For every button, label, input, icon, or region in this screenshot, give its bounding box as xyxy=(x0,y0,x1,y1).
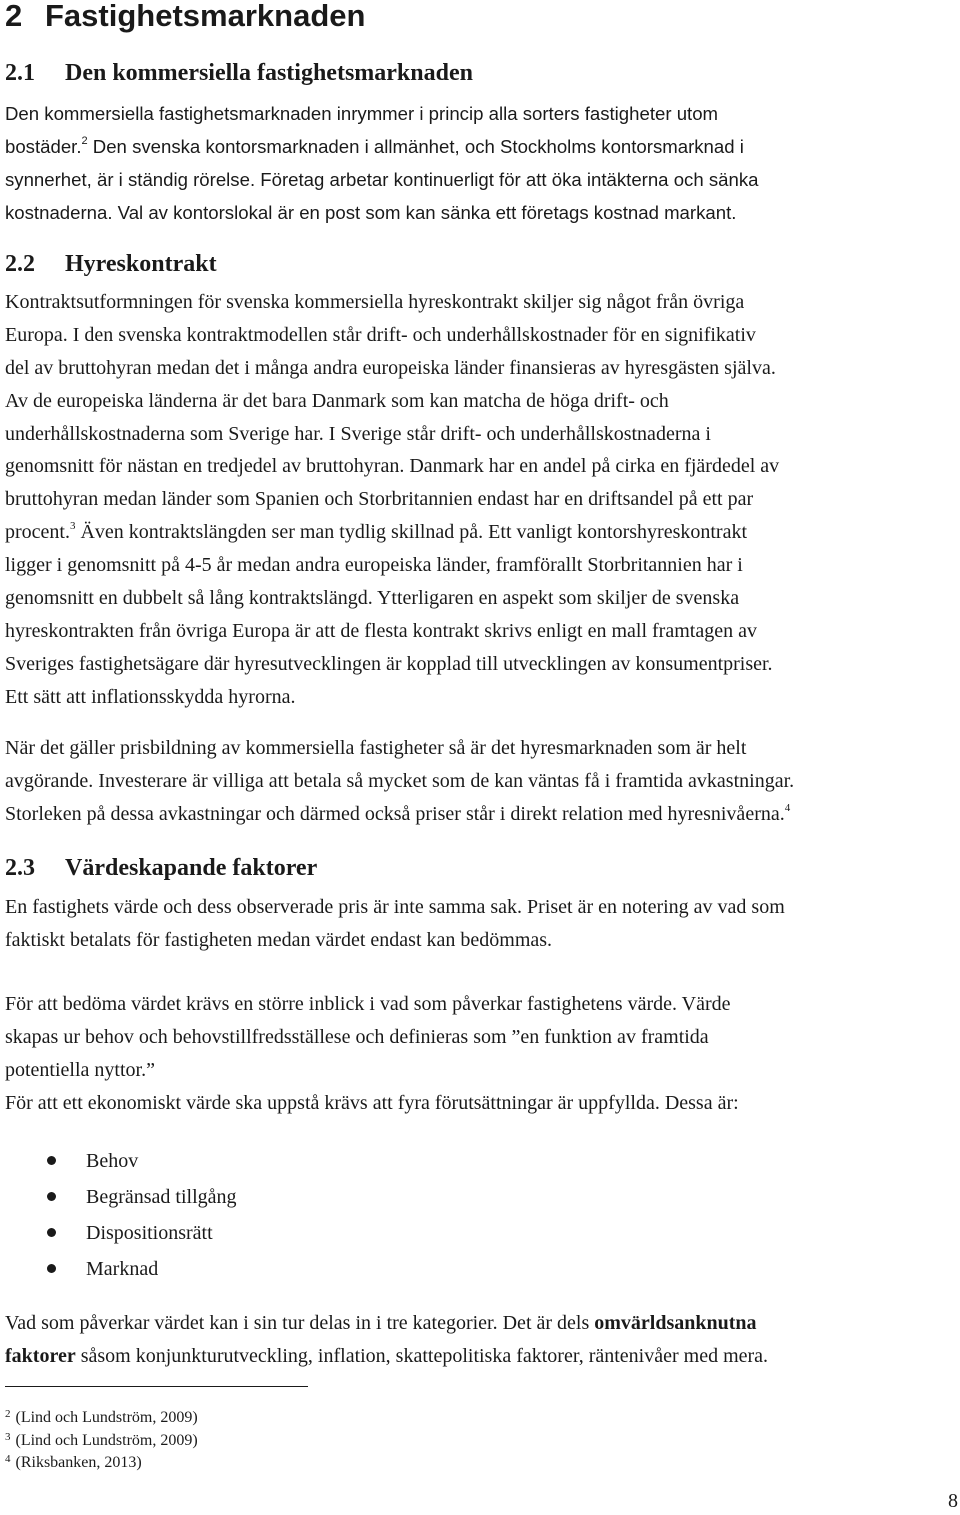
text-line: genomsnitt en dubbelt så lång kontraktslängd. Ytterligaren en aspekt som skiljer de svenska xyxy=(5,587,740,610)
text-line: faktiskt betalats för fastigheten medan värdet endast kan bedömmas. xyxy=(5,928,553,951)
text-line: potentiella nyttor.” xyxy=(5,1058,155,1081)
section-title: Den kommersiella fastighetsmarknaden xyxy=(65,60,473,86)
paragraph-categories xyxy=(5,1307,957,1373)
list-item: Begränsad tillgång xyxy=(5,1179,237,1215)
text-line: Sveriges fastighetsägare där hyresutvecklingen är kopplad till utvecklingen av konsumentpriser. xyxy=(5,652,773,675)
text-line: För att ett ekonomiskt värde ska uppstå krävs att fyra förutsättningar är uppfyllda. Dessa är: xyxy=(5,1091,739,1114)
text-line: underhållskostnaderna som Sverige har. I Sverige står drift- och underhållskostnaderna i xyxy=(5,422,711,445)
section-heading-2-1 xyxy=(5,60,473,87)
text-line: Av de europeiska länderna är det bara Danmark som kan matcha de höga drift- och xyxy=(5,389,669,412)
text-line: Europa. I den svenska kontraktmodellen står drift- och underhållskostnader för en signifikativ xyxy=(5,323,756,346)
chapter-title: Fastighetsmarknaden xyxy=(45,0,366,33)
text-line: För att bedöma värdet krävs en större inblick i vad som påverkar fastighetens värde. Värde xyxy=(5,993,731,1015)
chapter-number: 2 xyxy=(5,0,23,33)
text-line: En fastighets värde och dess observerade pris är inte samma sak. Priset är en notering av vad som xyxy=(5,896,785,918)
text-line: faktorer såsom konjunkturutveckling, inflation, skattepolitiska faktorer, räntenivåer med mera. xyxy=(5,1344,769,1367)
footnotes xyxy=(5,1403,198,1471)
footnote: $^3$ (Lind och Lundström, 2009) xyxy=(5,1430,198,1449)
text-line: bruttohyran medan länder som Spanien och Storbritannien endast har en driftsandel på ett par xyxy=(5,488,754,511)
text-line: skapas ur behov och behovstillfredsställese och definieras som ”en funktion av framtida xyxy=(5,1025,709,1048)
section-title: Värdeskapande faktorer xyxy=(65,855,318,881)
footnote-ref: 2 xyxy=(81,134,88,147)
chapter-heading xyxy=(5,0,365,34)
text-line: hyreskontrakten från övriga Europa är att de flesta kontrakt skrivs enligt en mall framtagen av xyxy=(5,619,757,642)
paragraph-2-1 xyxy=(5,98,957,230)
section-heading-2-2 xyxy=(5,251,217,278)
text-line: Kontraktsutformningen för svenska kommersiella hyreskontrakt skiljer sig något från övriga xyxy=(5,291,745,313)
text-line: Storleken på dessa avkastningar och därmed också priser står i direkt relation med hyresnivåerna.$^4$ xyxy=(5,801,791,825)
list-item: Dispositionsrätt xyxy=(5,1215,237,1251)
text-line: ligger i genomsnitt på 4-5 år medan andra europeiska länder, framförallt Storbritannien har i xyxy=(5,554,743,577)
footnote: $^4$ (Riksbanken, 2013) xyxy=(5,1453,142,1471)
bullet-icon xyxy=(47,1192,56,1201)
paragraph-value xyxy=(5,988,957,1120)
text-line: procent.$^3$ Även kontraktslängden ser man tydlig skillnad på. Ett vanligt kontorshyreskontrakt xyxy=(5,520,748,544)
text-line: synnerhet, är i ständig rörelse. Företag arbetar kontinuerligt för att öka intäkterna och sänka xyxy=(5,168,759,190)
text-line: kostnaderna. Val av kontorslokal är en post som kan sänka ett företags kostnad markant. xyxy=(5,201,737,223)
bold-term: omvärldsanknutna xyxy=(594,1312,757,1334)
text-line: del av bruttohyran medan det i många andra europeiska länder finansieras av hyresgästen själva. xyxy=(5,356,776,379)
bullet-icon xyxy=(47,1264,56,1273)
bullet-icon xyxy=(47,1228,56,1237)
section-number: 2.2 xyxy=(5,251,35,277)
footnote: $^2$ (Lind och Lundström, 2009) xyxy=(5,1408,198,1426)
text-line: När det gäller prisbildning av kommersiella fastigheter så är det hyresmarknaden som är helt xyxy=(5,737,747,759)
footnote-ref: 4 xyxy=(784,801,791,814)
paragraph-2-2 xyxy=(5,286,957,714)
bullet-icon xyxy=(47,1156,56,1165)
page-number: 8 xyxy=(948,1490,958,1512)
text-line: genomsnitt för nästan en tredjedel av bruttohyran. Danmark har en andel på cirka en fjärdedel av xyxy=(5,455,780,478)
section-title: Hyreskontrakt xyxy=(65,251,217,277)
list-item: Marknad xyxy=(5,1251,237,1287)
paragraph-pricing xyxy=(5,732,957,831)
list-item: Behov xyxy=(5,1143,237,1179)
footnote-divider xyxy=(5,1386,308,1387)
section-number: 2.1 xyxy=(5,60,35,86)
text-line: Ett sätt att inflationsskydda hyrorna. xyxy=(5,685,296,708)
text-line: Den kommersiella fastighetsmarknaden inrymmer i princip alla sorters fastigheter utom xyxy=(5,103,719,124)
footnote-ref: 3 xyxy=(69,520,76,533)
section-heading-2-3 xyxy=(5,855,317,882)
text-line: bostäder.$^2$ Den svenska kontorsmarknaden i allmänhet, och Stockholms kontorsmarknad i xyxy=(5,134,744,157)
text-line: Vad som påverkar värdet kan i sin tur delas in i tre kategorier. Det är dels omvärldsanknutna xyxy=(5,1312,757,1334)
section-number: 2.3 xyxy=(5,855,35,881)
bold-term: faktorer xyxy=(5,1344,76,1367)
text-line: avgörande. Investerare är villiga att betala så mycket som de kan väntas få i framtida avkastningar. xyxy=(5,769,795,792)
bullet-list xyxy=(5,1143,237,1287)
paragraph-2-3 xyxy=(5,891,957,957)
